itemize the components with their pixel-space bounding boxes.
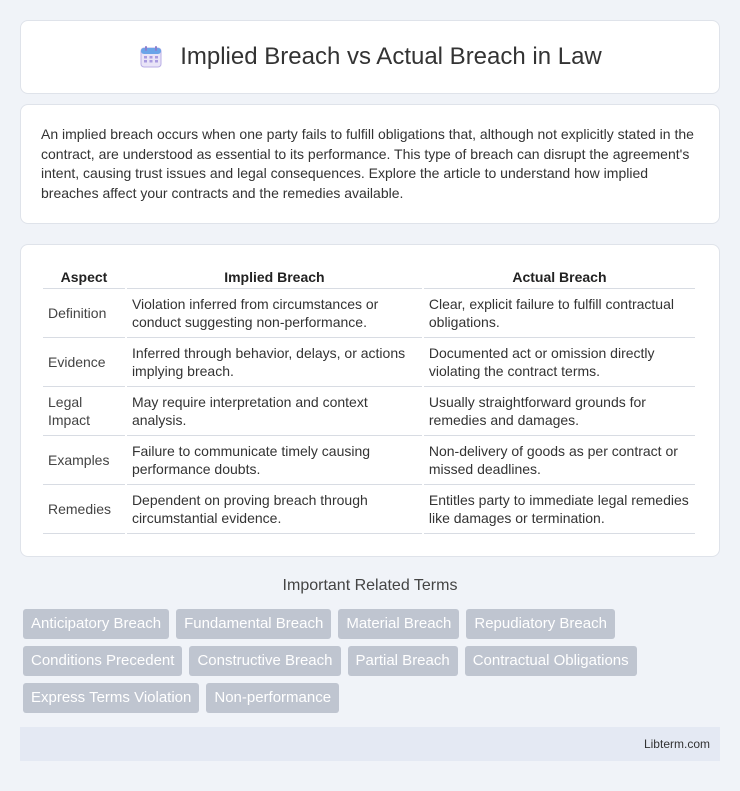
related-terms-title: Important Related Terms xyxy=(282,577,458,594)
row-actual: Non-delivery of goods as per contract or missed deadlines. xyxy=(424,436,695,485)
table-row xyxy=(43,436,695,485)
table-row xyxy=(43,485,695,534)
row-actual: Entitles party to immediate legal remedies like damages or termination. xyxy=(424,485,695,534)
row-aspect: Legal Impact xyxy=(43,387,125,436)
comparison-table xyxy=(41,265,697,534)
row-implied: Inferred through behavior, delays, or actions implying breach. xyxy=(127,338,422,387)
related-term-tag[interactable]: Material Breach xyxy=(338,609,459,639)
row-implied: Dependent on proving breach through circumstantial evidence. xyxy=(127,485,422,534)
related-term-tag[interactable]: Contractual Obligations xyxy=(465,646,637,676)
page-title: Implied Breach vs Actual Breach in Law xyxy=(180,43,602,70)
row-aspect: Examples xyxy=(43,436,125,485)
table-header-row xyxy=(43,265,695,289)
footer-site-link[interactable]: Libterm.com xyxy=(643,737,710,751)
comparison-table-card xyxy=(20,244,720,557)
row-actual: Clear, explicit failure to fulfill contractual obligations. xyxy=(424,289,695,338)
table-row xyxy=(43,289,695,338)
row-actual: Usually straightforward grounds for remedies and damages. xyxy=(424,387,695,436)
row-implied: Violation inferred from circumstances or conduct suggesting non-performance. xyxy=(127,289,422,338)
related-term-tag[interactable]: Fundamental Breach xyxy=(176,609,331,639)
related-term-tag[interactable]: Conditions Precedent xyxy=(23,646,182,676)
row-actual: Documented act or omission directly violating the contract terms. xyxy=(424,338,695,387)
header-implied-breach: Implied Breach xyxy=(127,265,422,289)
related-term-tag[interactable]: Anticipatory Breach xyxy=(23,609,169,639)
row-implied: Failure to communicate timely causing performance doubts. xyxy=(127,436,422,485)
calendar-icon xyxy=(138,44,164,70)
related-term-tag[interactable]: Express Terms Violation xyxy=(23,683,199,713)
header-aspect: Aspect xyxy=(43,265,125,289)
row-aspect: Remedies xyxy=(43,485,125,534)
intro-text: An implied breach occurs when one party fails to fulfill obligations that, although not explicitly stated in the contract, are understood as essential to its performance. This type of breach can disrupt the agreement's intent, causing trust issues and legal consequences. Explore the article to understand how implied breaches affect your contracts and the remedies available. xyxy=(41,126,694,201)
table-row xyxy=(43,338,695,387)
related-term-tag[interactable]: Partial Breach xyxy=(348,646,458,676)
row-implied: May require interpretation and context analysis. xyxy=(127,387,422,436)
title-card xyxy=(20,20,720,94)
intro-card xyxy=(20,104,720,224)
footer xyxy=(20,727,720,761)
row-aspect: Evidence xyxy=(43,338,125,387)
row-aspect: Definition xyxy=(43,289,125,338)
header-actual-breach: Actual Breach xyxy=(424,265,695,289)
related-term-tag[interactable]: Repudiatory Breach xyxy=(466,609,615,639)
table-row xyxy=(43,387,695,436)
related-term-tag[interactable]: Non-performance xyxy=(206,683,339,713)
related-terms-list xyxy=(23,609,703,713)
related-term-tag[interactable]: Constructive Breach xyxy=(189,646,340,676)
